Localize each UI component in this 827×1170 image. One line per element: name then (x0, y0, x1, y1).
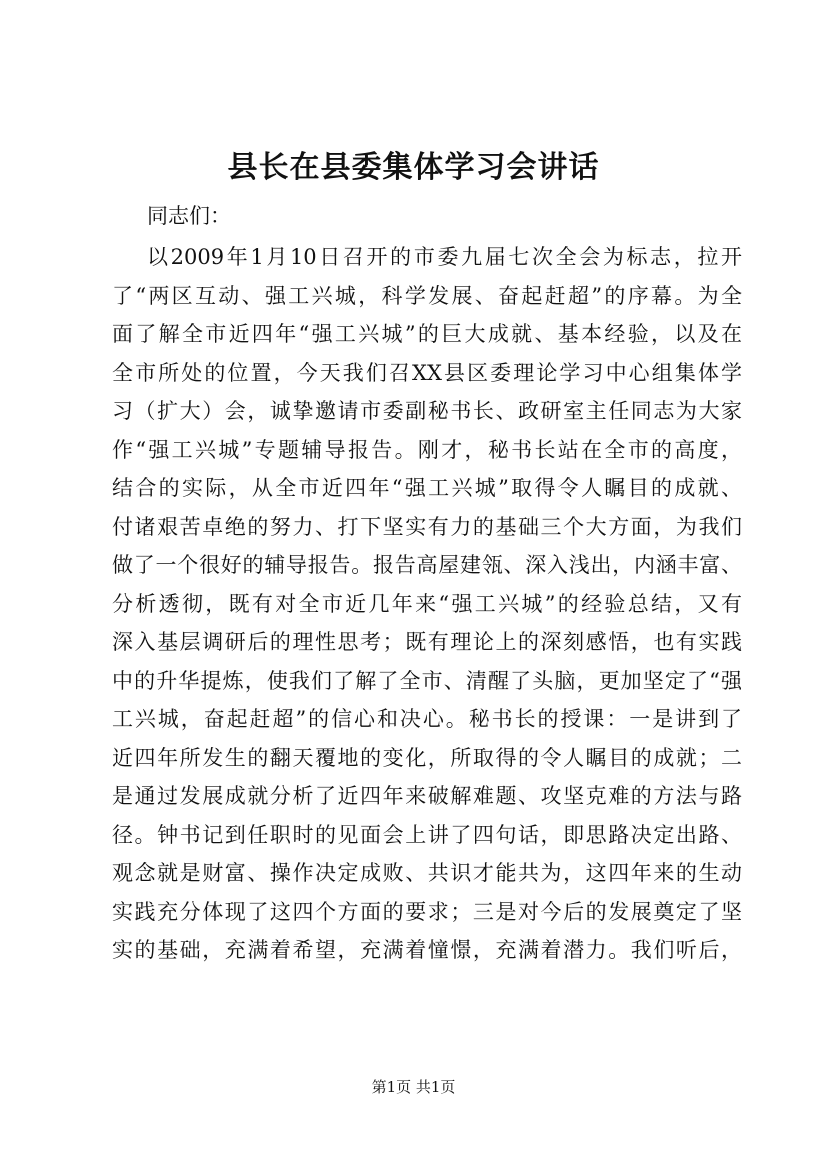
text-line: 近四年所发生的翻天覆地的变化，所取得的令人瞩目的成就；二 (112, 745, 742, 770)
text-line: 是通过发展成就分析了近四年来破解难题、攻坚克难的方法与路 (112, 784, 742, 808)
text-line: 中的升华提炼，使我们了解了全市、清醒了头脑，更加坚定了“强 (112, 668, 742, 693)
page-footer: 第1页 共1页 (371, 1078, 456, 1096)
text-line: 径。钟书记到任职时的见面会上讲了四句话，即思路决定出路、 (112, 822, 742, 847)
text-line: 结合的实际，从全市近四年“强工兴城”取得令人瞩目的成就、 (112, 476, 742, 500)
document-title: 县长在县委集体学习会讲话 (227, 150, 600, 185)
text-line: 全市所处的位置，今天我们召XX县区委理论学习中心组集体学 (112, 360, 742, 385)
text-line: 习（扩大）会，诚挚邀请市委副秘书长、政研室主任同志为大家 (112, 399, 742, 423)
text-line: 观念就是财富、操作决定成败、共识才能共为，这四年来的生动 (112, 861, 742, 885)
text-line: 实的基础，充满着希望，充满着憧憬，充满着潜力。我们听后， (112, 938, 742, 962)
text-line: 做了一个很好的辅导报告。报告高屋建瓴、深入浅出，内涵丰富、 (112, 553, 742, 577)
text-line: 了“两区互动、强工兴城，科学发展、奋起赶超”的序幕。为全 (112, 283, 742, 308)
text-line: 实践充分体现了这四个方面的要求；三是对今后的发展奠定了坚 (112, 899, 742, 924)
text-line: 付诸艰苦卓绝的努力、打下坚实有力的基础三个大方面，为我们 (112, 514, 742, 539)
text-line: 工兴城，奋起赶超”的信心和决心。秘书长的授课：一是讲到了 (112, 707, 742, 731)
body-text (112, 238, 742, 970)
text-line: 以2009年1月10日召开的市委九届七次全会为标志，拉开 (147, 245, 742, 269)
text-line: 分析透彻，既有对全市近几年来“强工兴城”的经验总结，又有 (112, 591, 742, 616)
text-line: 面了解全市近四年“强工兴城”的巨大成就、基本经验，以及在 (112, 322, 742, 346)
salutation: 同志们： (147, 204, 231, 228)
text-line: 作“强工兴城”专题辅导报告。刚才，秘书长站在全市的高度， (112, 437, 742, 462)
text-line: 深入基层调研后的理性思考；既有理论上的深刻感悟，也有实践 (112, 630, 742, 654)
